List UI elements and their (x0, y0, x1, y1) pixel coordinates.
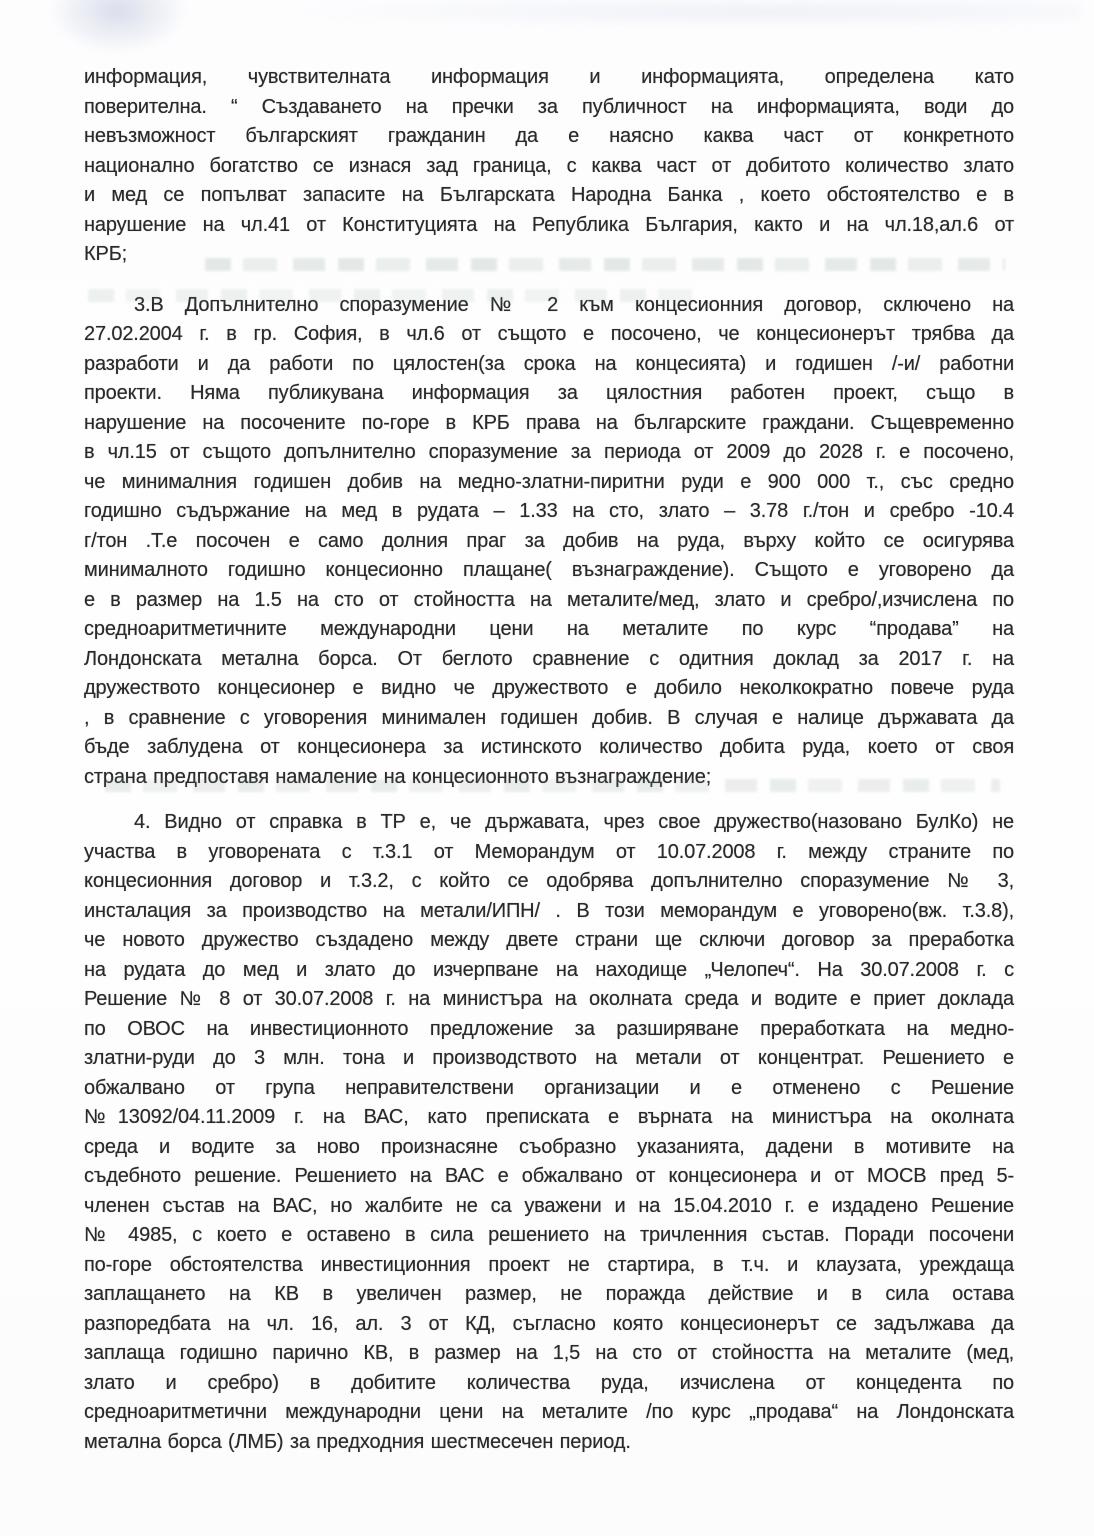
text-line: съдебното решение. Решението на ВАС е обжалвано от концесионера и от МОСВ пред 5- (84, 1165, 1014, 1187)
text-line: КРБ; (84, 243, 128, 265)
text-line: злато и сребро) в добитите количества руда, изчислена от концедента по (84, 1371, 1014, 1394)
text-line: невъзможност българският гражданин да е наясно каква част от конкретното (84, 125, 1014, 147)
text-line: концесионния договор и т.3.2, с който се одобрява допълнително споразумение № 3, (84, 870, 1014, 892)
text-line: заплаща годишно парично КВ, в размер на 1,5 на сто от стойността на металите (мед, (84, 1342, 1014, 1364)
text-line: метална борса (ЛМБ) за предходния шестмесечен период. (84, 1430, 631, 1453)
text-line: на рудата до мед и злато до изчерпване на находище „Челопеч“. На 30.07.2008 г. с (84, 958, 1014, 981)
text-line: че новото дружество създадено между двете страни ще сключи договор за преработка (84, 929, 1014, 951)
text-line: поверителна. “ Създаването на пречки за публичност на информацията, води до (84, 95, 1014, 118)
paragraph (84, 63, 1014, 270)
text-line: по-горе обстоятелства инвестиционния проект не стартира, в т.ч. и клаузата, уреждаща (84, 1253, 1014, 1276)
scan-smudge-artifact (48, 0, 188, 54)
text-line: че минималния годишен добив на медно-златни-пиритни руди е 900 000 т., със средно (84, 470, 1014, 493)
text-line: национално богатство се изнася зад граница, с каква част от добитото количество злато (84, 154, 1014, 177)
text-line: разпоредбата на чл. 16, ал. 3 от КД, съгласно която концесионерът се задължава да (84, 1312, 1014, 1335)
text-line: нарушение на чл.41 от Конституцията на Република България, както и на чл.18,ал.6 от (84, 213, 1014, 236)
text-line: Решение № 8 от 30.07.2008 г. на министъра на околната среда и водите е приет доклада (84, 988, 1014, 1010)
text-line: разработи и да работи по цялостен(за срока на концесията) и годишен /-и/ работни (84, 352, 1014, 375)
text-line: 4. Видно от справка в ТР е, че държавата, чрез свое дружество(назовано БулКо) не (134, 811, 1014, 833)
text-line: г/тон .Т.е посочен е само долния праг за добив на руда, върху който се осигурява (84, 529, 1014, 552)
text-line: годишно съдържание на мед в рудата – 1.33 на сто, злато – 3.78 г./тон и сребро -10.4 (84, 500, 1014, 522)
text-line: средноаритметични международни цени на металите /по курс „продава“ на Лондонската (84, 1401, 1014, 1423)
text-line: членен състав на ВАС, но жалбите не са уважени и на 15.04.2010 г. е издадено Решение (84, 1194, 1014, 1217)
text-line: информация, чувствителната информация и информацията, определена като (84, 66, 1014, 88)
bleed-through-artifact (105, 779, 1000, 792)
text-line: проекти. Няма публикувана информация за цялостния работен проект, също в (84, 382, 1014, 404)
text-line: заплащането на КВ в увеличен размер, не поражда действие и в сила остава (84, 1283, 1014, 1305)
text-line: №13092/04.11.2009 г. на ВАС, като преписката е върната на министъра на околната (84, 1106, 1014, 1128)
text-line: нарушение на посочените по-горе в КРБ права на българските граждани. Същевременно (84, 411, 1014, 434)
text-line: , в сравнение с уговорения минимален годишен добив. В случая е налице държавата да (84, 706, 1014, 729)
paragraph (84, 808, 1014, 1457)
document-text (84, 63, 1014, 1457)
text-line: обжалвано от група неправителствени организации и е отменено с Решение (84, 1076, 1014, 1099)
text-line: по ОВОС на инвестиционното предложение за разширяване преработката на медно- (84, 1017, 1014, 1040)
text-line: е в размер на 1.5 на сто от стойността на металите/мед, злато и сребро/,изчислена по (84, 588, 1014, 611)
text-line: минималното годишно концесионно плащане( възнаграждение). Същото е уговорено да (84, 559, 1014, 581)
text-line: среда и водите за ново произнасяне съобразно указанията, дадени в мотивите на (84, 1135, 1014, 1158)
text-line: 3.В Допълнително споразумение № 2 към концесионния договор, сключено на (134, 293, 1014, 316)
text-line: инсталация за производство на метали/ИПН/ . В този меморандум е уговорено(вж. т.3.8), (84, 899, 1014, 922)
text-line: 27.02.2004 г. в гр. София, в чл.6 от същото е посочено, че концесионерът трябва да (84, 323, 1014, 345)
scan-smudge-artifact (300, 0, 1080, 28)
bleed-through-artifact (88, 289, 698, 302)
text-line: дружеството концесионер е видно че дружеството е добило неколкократно повече руда (84, 677, 1014, 699)
text-line: Лондонската метална борса. От беглото сравнение с одитния доклад за 2017 г. на (84, 647, 1014, 670)
bleed-through-artifact (205, 258, 1005, 271)
text-line: и мед се попълват запасите на Българската Народна Банка , което обстоятелство е в (84, 184, 1014, 206)
text-line: в чл.15 от същото допълнително споразумение за периода от 2009 до 2028 г. е посочено, (84, 441, 1014, 463)
paragraph (84, 291, 1014, 793)
text-line: страна предпоставя намаление на концесионното възнаграждение; (84, 765, 712, 788)
text-line: бъде заблудена от концесионера за истинското количество добита руда, което от своя (84, 736, 1014, 758)
text-line: участва в уговорената с т.3.1 от Меморандум от 10.07.2008 г. между страните по (84, 840, 1014, 863)
text-line: № 4985, с което е оставено в сила решението на тричленния състав. Поради посочени (84, 1224, 1014, 1246)
text-line: средноаритметичните международни цени на металите по курс “продава” на (84, 618, 1014, 640)
text-line: златни-руди до 3 млн. тона и производството на метали от концентрат. Решението е (84, 1047, 1014, 1069)
